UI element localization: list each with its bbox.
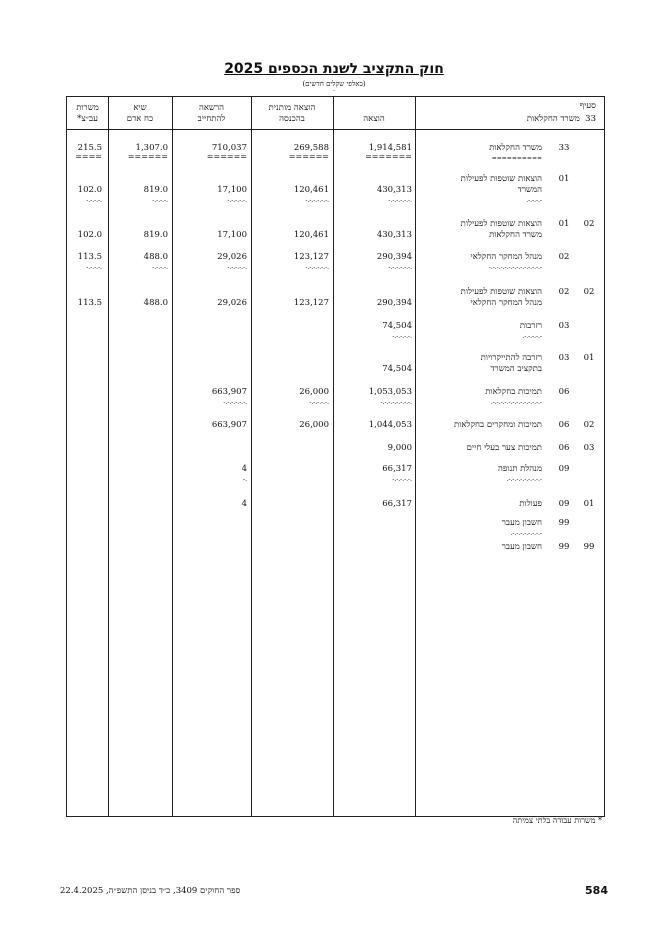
row-code-main: 99 bbox=[558, 542, 570, 552]
row-name-underline: ========== bbox=[491, 155, 542, 162]
row-name: תמיכות בחקלאות bbox=[485, 387, 542, 397]
header-section-title: משרד החקלאות bbox=[526, 114, 580, 124]
row-name: בתקציב המשרד bbox=[490, 364, 542, 374]
expense-value-underline: -.-.-.-.-.-. bbox=[388, 197, 412, 204]
column-divider bbox=[415, 97, 416, 816]
commitment-value-underline: ====== bbox=[206, 152, 247, 161]
row-name-underline: -.-.-.-. bbox=[526, 197, 542, 204]
commitment-value: 710,037 bbox=[211, 143, 247, 153]
row-name-underline: -.-.-.-.-.-.-.-. bbox=[510, 530, 542, 537]
row-code-main: 02 bbox=[558, 252, 570, 262]
row-code-main: 01 bbox=[558, 219, 570, 229]
budget-table bbox=[66, 96, 605, 817]
commitment-value: 4 bbox=[241, 499, 247, 509]
peak-value: 819.0 bbox=[143, 185, 168, 195]
peak-value-underline: ====== bbox=[127, 152, 168, 161]
expense-value-underline: ======= bbox=[365, 152, 412, 161]
column-divider bbox=[172, 97, 173, 816]
peak-value-underline: -.-.-.-. bbox=[152, 264, 168, 271]
header-conditional-line1: הוצאה מותנית bbox=[268, 103, 316, 113]
commitment-value-underline: -.-.-.-.-. bbox=[227, 264, 247, 271]
header-staff-line1: משרות bbox=[76, 103, 99, 113]
header-section-name bbox=[416, 114, 596, 125]
row-name: רזרבה להתייקרויות bbox=[480, 353, 542, 363]
peak-value: 488.0 bbox=[143, 252, 168, 262]
expense-value-underline: -.-.-.-.-.-. bbox=[388, 264, 412, 271]
conditional-value: 123,127 bbox=[293, 298, 329, 308]
staff-value: 102.0 bbox=[77, 230, 102, 240]
expense-value: 74,504 bbox=[382, 364, 412, 374]
expense-value: 290,394 bbox=[376, 298, 412, 308]
conditional-value: 123,127 bbox=[293, 252, 329, 262]
staff-value: 215.5 bbox=[77, 143, 102, 153]
staff-value: 102.0 bbox=[77, 185, 102, 195]
row-code-main: 09 bbox=[558, 499, 570, 509]
row-name: משרד החקלאות bbox=[489, 143, 542, 153]
commitment-value: 17,100 bbox=[217, 230, 247, 240]
header-commitment-line1: הרשאה bbox=[198, 103, 225, 113]
row-name: הוצאות שוטפות לפעילות bbox=[460, 219, 542, 229]
expense-value-underline: -.-.-.-.-. bbox=[392, 476, 412, 483]
header-peak-line1: שיא bbox=[133, 103, 147, 113]
row-name-underline: -.-.-.-.-. bbox=[522, 333, 542, 340]
row-name: פעולות bbox=[519, 499, 542, 509]
expense-value: 74,504 bbox=[382, 321, 412, 331]
header-conditional-line2: בהכנסה bbox=[279, 114, 305, 124]
row-name: המשרד bbox=[517, 185, 542, 195]
row-name: מנהל המחקר החקלאי bbox=[470, 252, 542, 262]
expense-value: 430,313 bbox=[376, 230, 412, 240]
row-code-main: 06 bbox=[558, 443, 570, 453]
row-name: תמיכות ומחקרים בחקלאות bbox=[454, 420, 542, 430]
row-code-sub: 01 bbox=[583, 499, 595, 509]
expense-value: 1,914,581 bbox=[368, 143, 412, 153]
footer-publication: ספר החוקים 3409, כ״ד בניסן התשפ״ה, 22.4.2025 bbox=[60, 886, 241, 896]
staff-value-underline: -.-.-.-. bbox=[86, 197, 102, 204]
staff-value: 113.5 bbox=[77, 252, 102, 262]
page-title: חוק התקציב לשנת הכספים 2025 bbox=[224, 61, 444, 77]
row-code-sub: 01 bbox=[583, 353, 595, 363]
row-name: הוצאות שוטפות לפעילות bbox=[460, 174, 542, 184]
subtitle-tick: · bbox=[333, 88, 335, 95]
header-peak bbox=[108, 103, 172, 125]
header-commitment bbox=[172, 103, 251, 125]
commitment-value: 663,907 bbox=[211, 420, 247, 430]
row-name-underline: -.-.-.-.-.-.-.-.-. bbox=[506, 476, 542, 483]
header-section-code: 33 bbox=[585, 114, 596, 124]
expense-value-underline: -.-.-.-.-. bbox=[392, 333, 412, 340]
conditional-value-underline: -.-.-.-.-.-. bbox=[305, 197, 329, 204]
page-number: 584 bbox=[585, 884, 608, 897]
commitment-value: 663,907 bbox=[211, 387, 247, 397]
staff-value-underline: -.-.-.-. bbox=[86, 264, 102, 271]
conditional-value: 26,000 bbox=[299, 387, 329, 397]
commitment-value: 4 bbox=[241, 464, 247, 474]
expense-value: 1,044,053 bbox=[368, 420, 412, 430]
row-name: חשבון מעבר bbox=[501, 542, 542, 552]
conditional-value: 26,000 bbox=[299, 420, 329, 430]
expense-value: 290,394 bbox=[376, 252, 412, 262]
conditional-value: 120,461 bbox=[293, 185, 329, 195]
row-name: רזרבות bbox=[519, 321, 542, 331]
row-code-main: 06 bbox=[558, 387, 570, 397]
expense-value: 66,317 bbox=[382, 499, 412, 509]
peak-value: 488.0 bbox=[143, 298, 168, 308]
footnote: * משרות עבודה בלתי צמיתה bbox=[512, 816, 602, 825]
row-code-sub: 02 bbox=[583, 420, 595, 430]
header-section: סעיף bbox=[579, 101, 596, 111]
conditional-value: 269,588 bbox=[293, 143, 329, 153]
peak-value-underline: -.-.-.-. bbox=[152, 197, 168, 204]
header-divider bbox=[67, 129, 604, 130]
row-code-main: 33 bbox=[558, 143, 570, 153]
row-name: משרד החקלאות bbox=[489, 230, 542, 240]
row-name-underline: -.-.-.-.-.-.-.-.-.-.-.-.-.- bbox=[488, 264, 542, 271]
row-code-main: 99 bbox=[558, 518, 570, 528]
commitment-value: 29,026 bbox=[217, 252, 247, 262]
conditional-value-underline: -.-.-.-.-. bbox=[309, 399, 329, 406]
row-name: מנהל המחקר החקלאי bbox=[470, 298, 542, 308]
column-divider bbox=[333, 97, 334, 816]
conditional-value-underline: ====== bbox=[288, 152, 329, 161]
row-name: חשבון מעבר bbox=[501, 518, 542, 528]
expense-value: 1,053,053 bbox=[368, 387, 412, 397]
row-code-main: 03 bbox=[558, 353, 570, 363]
header-expense: הוצאה bbox=[363, 114, 385, 124]
commitment-value: 29,026 bbox=[217, 298, 247, 308]
peak-value: 1,307.0 bbox=[135, 143, 168, 153]
expense-value: 9,000 bbox=[387, 443, 412, 453]
column-divider bbox=[108, 97, 109, 816]
row-code-sub: 02 bbox=[583, 287, 595, 297]
header-staff bbox=[67, 103, 108, 125]
header-conditional-expense bbox=[251, 103, 333, 125]
commitment-value-underline: -. bbox=[243, 476, 247, 483]
row-code-main: 06 bbox=[558, 420, 570, 430]
row-code-sub: 99 bbox=[583, 542, 595, 552]
staff-value-underline: ==== bbox=[75, 152, 102, 161]
peak-value: 819.0 bbox=[143, 230, 168, 240]
row-name: תמיכות צער בעלי חיים bbox=[466, 443, 542, 453]
row-code-main: 02 bbox=[558, 287, 570, 297]
row-code-sub: 03 bbox=[583, 443, 595, 453]
row-code-main: 01 bbox=[558, 174, 570, 184]
row-name: הוצאות שוטפות לפעילות bbox=[460, 287, 542, 297]
header-peak-line2: כח אדם bbox=[126, 114, 154, 124]
staff-value: 113.5 bbox=[77, 298, 102, 308]
row-code-main: 09 bbox=[558, 464, 570, 474]
row-name-underline: -.-.-.-.-.-.-.-.-.-.-.-.-. bbox=[490, 399, 542, 406]
page-subtitle: (באלפי שקלים חדשים) bbox=[302, 80, 366, 88]
column-divider bbox=[251, 97, 252, 816]
expense-value-underline: -.-.-.-.-.-.-.-. bbox=[380, 399, 412, 406]
header-staff-line2: עב״צ* bbox=[77, 114, 98, 124]
row-name: מנהלת תנופה bbox=[497, 464, 542, 474]
commitment-value-underline: -.-.-.-.-.-. bbox=[223, 399, 247, 406]
row-code-main: 03 bbox=[558, 321, 570, 331]
commitment-value-underline: -.-.-.-.-. bbox=[227, 197, 247, 204]
commitment-value: 17,100 bbox=[217, 185, 247, 195]
conditional-value: 120,461 bbox=[293, 230, 329, 240]
expense-value: 430,313 bbox=[376, 185, 412, 195]
row-code-sub: 02 bbox=[583, 219, 595, 229]
header-commitment-line2: להתחייב bbox=[197, 114, 226, 124]
conditional-value-underline: -.-.-.-.-.-. bbox=[305, 264, 329, 271]
expense-value: 66,317 bbox=[382, 464, 412, 474]
